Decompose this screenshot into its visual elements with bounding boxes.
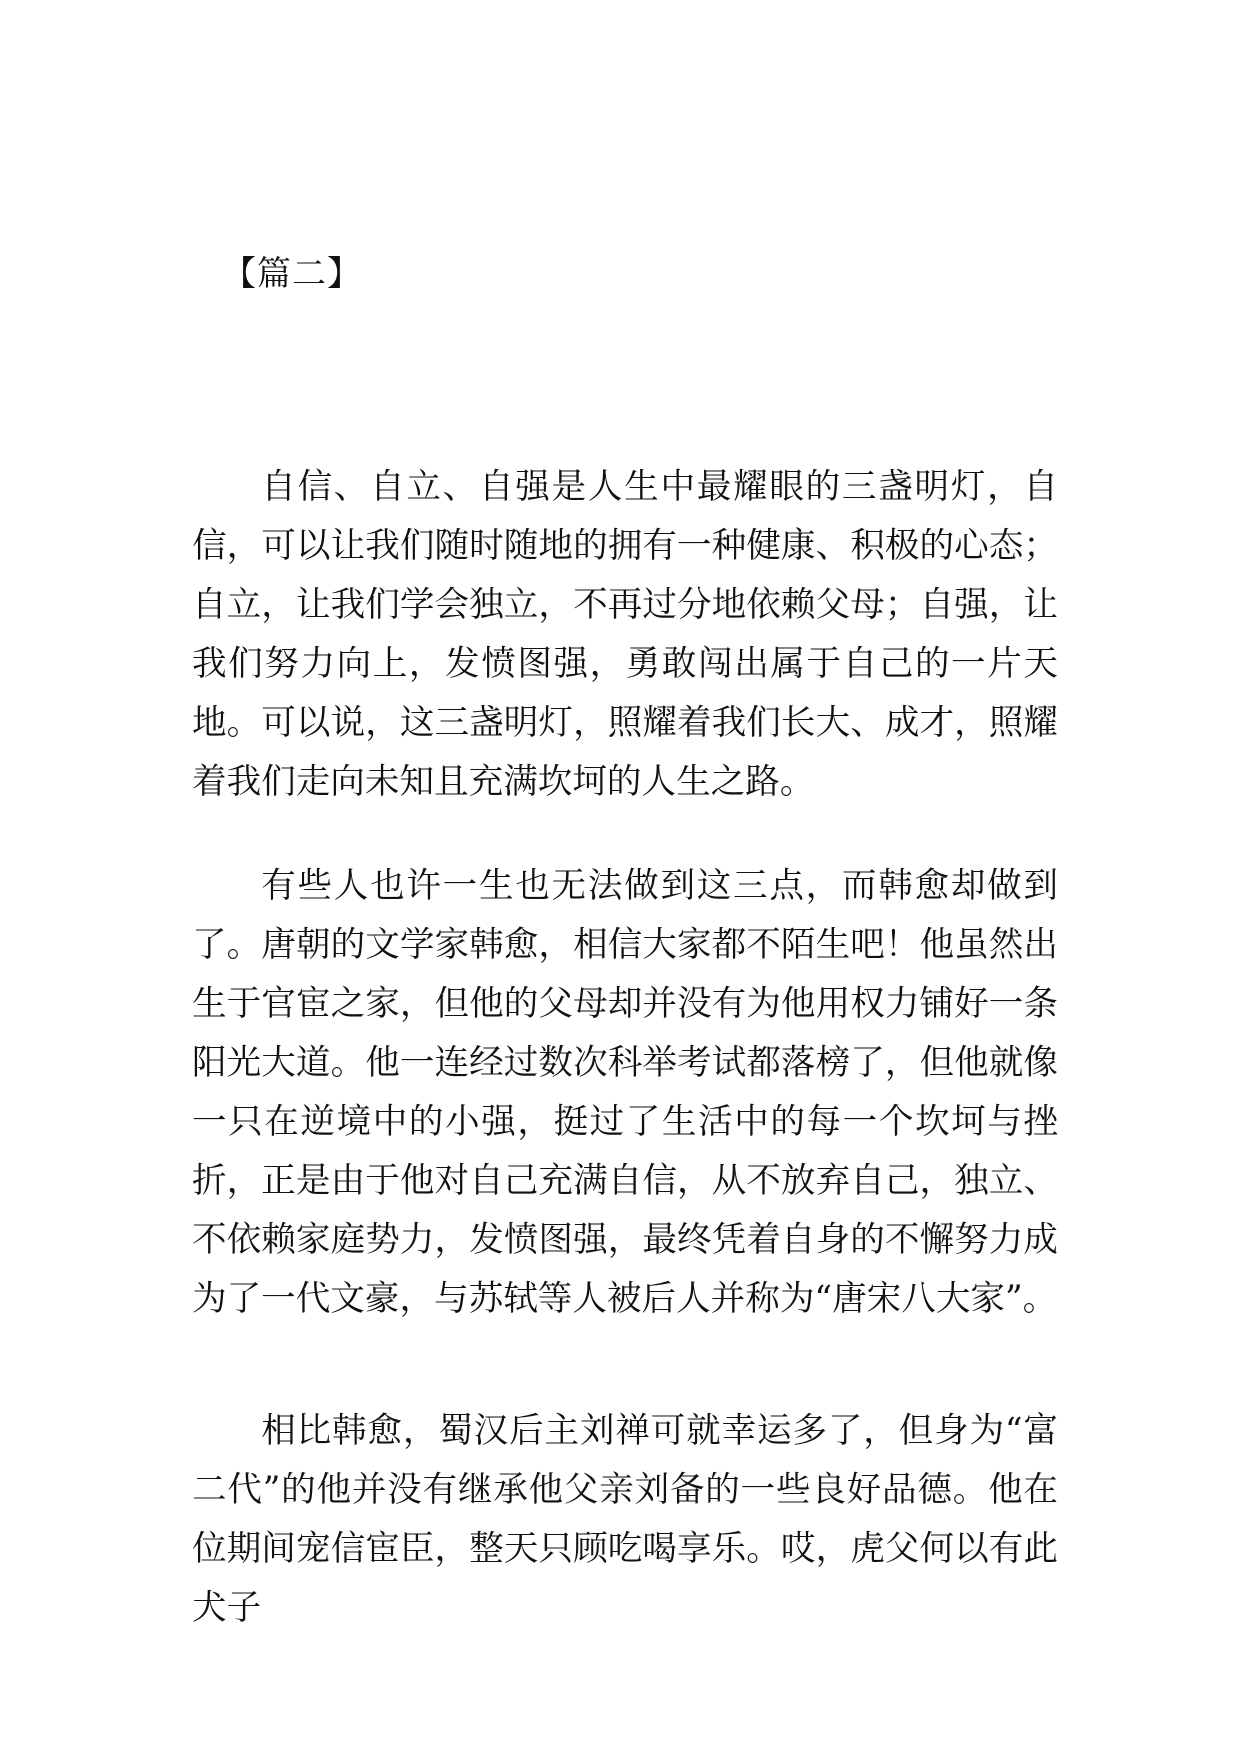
paragraph-1: 自信、自立、自强是人生中最耀眼的三盏明灯，自信，可以让我们随时随地的拥有一种健康、积极的心态；自立，让我们学会独立，不再过分地依赖父母；自强，让我们努力向上，发愤图强，勇敢闯出属于自己的一片天地。可以说，这三盏明灯，照耀着我们长大、成才，照耀着我们走向未知且充满坎坷的人生之路。 [192, 467, 1058, 802]
section-heading: 【篇二】 [222, 254, 362, 294]
paragraph-3: 相比韩愈，蜀汉后主刘禅可就幸运多了，但身为“富二代”的他并没有继承他父亲刘备的一些良好品德。他在位期间宠信宦臣，整天只顾吃喝享乐。哎，虎父何以有此犬子 [192, 1411, 1058, 1628]
paragraph-2: 有些人也许一生也无法做到这三点，而韩愈却做到了。唐朝的文学家韩愈，相信大家都不陌生吧！他虽然出生于官宦之家，但他的父母却并没有为他用权力铺好一条阳光大道。他一连经过数次科举考试都落榜了，但他就像一只在逆境中的小强，挺过了生活中的每一个坎坷与挫折，正是由于他对自己充满自信，从不放弃自己，独立、不依赖家庭势力，发愤图强，最终凭着自身的不懈努力成为了一代文豪，与苏轼等人被后人并称为“唐宋八大家”。 [192, 866, 1058, 1319]
